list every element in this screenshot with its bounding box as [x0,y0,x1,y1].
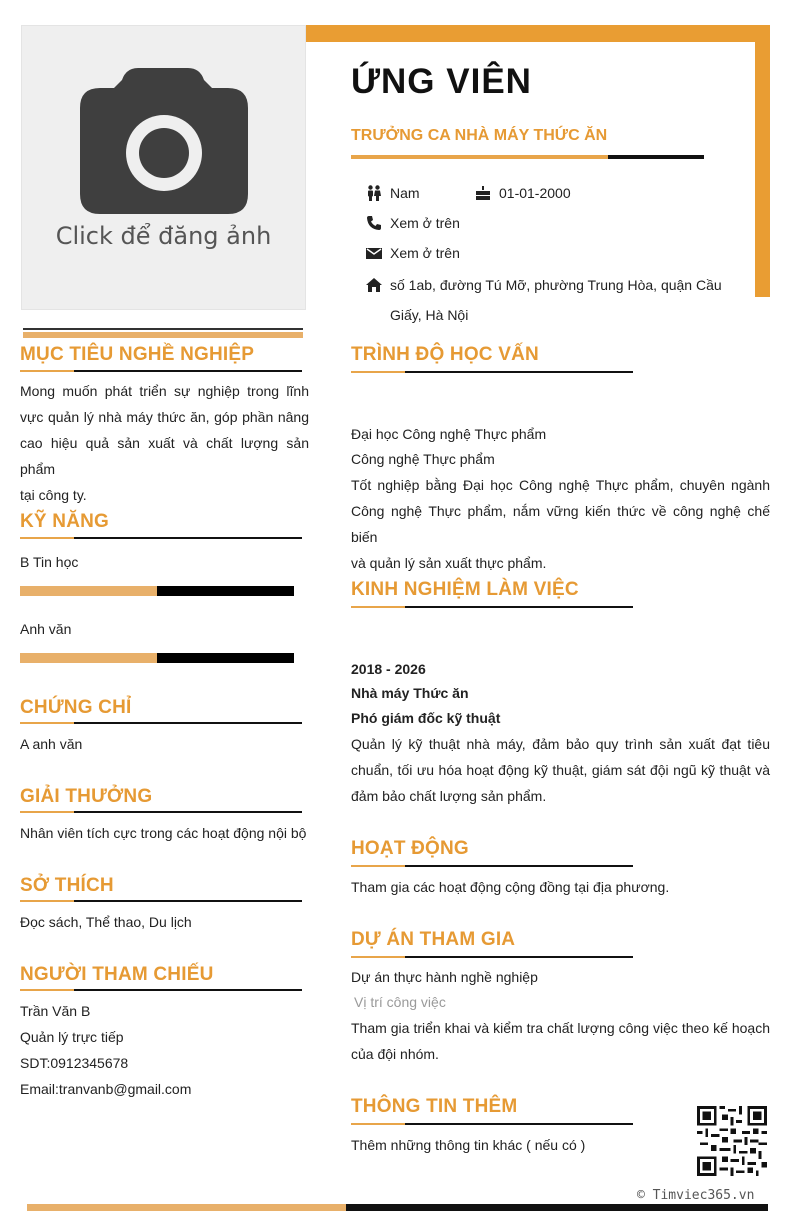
awards-text[interactable]: Nhân viên tích cực trong các hoạt động nội bộ [20,825,307,841]
email-row [366,245,460,261]
birthday-value[interactable]: 01-01-2000 [499,185,571,201]
awards-title: GIẢI THƯỞNG [20,786,153,807]
hobbies-title: SỞ THÍCH [20,875,114,896]
education-title-line [351,371,633,373]
skills-title: KỸ NĂNG [20,511,110,532]
experience-title-line [351,606,633,608]
left-divider [23,328,303,340]
certificates-title-line [20,722,302,724]
project-role-placeholder[interactable]: Vị trí công việc [354,994,446,1010]
birthday-cake-icon [475,185,491,201]
projects-title-line [351,956,633,958]
activities-text[interactable]: Tham gia các hoạt động cộng đồng tại địa phương. [351,879,670,895]
phone-row [366,215,460,231]
bottom-bar [27,1204,768,1211]
footer-brand: © Timviec365.vn [637,1188,755,1203]
experience-title: KINH NGHIỆM LÀM VIỆC [351,579,579,600]
qr-code-icon [697,1106,767,1176]
objective-title-line [20,370,302,372]
skill-name[interactable]: Anh văn [20,621,72,637]
job-title[interactable]: TRƯỞNG CA NHÀ MÁY THỨC ĂN [351,127,608,144]
skill-level-fill [20,653,157,663]
education-school[interactable]: Đại học Công nghệ Thực phẩm [351,426,547,442]
certificates-title: CHỨNG CHỈ [20,697,132,718]
project-name[interactable]: Dự án thực hành nghề nghiệp [351,969,538,985]
references-title: NGƯỜI THAM CHIẾU [20,964,214,985]
education-title: TRÌNH ĐỘ HỌC VẤN [351,344,539,365]
gender-row [366,185,420,201]
experience-position[interactable]: Phó giám đốc kỹ thuật [351,710,501,726]
extra-info-title: THÔNG TIN THÊM [351,1096,518,1117]
activities-title: HOẠT ĐỘNG [351,838,469,859]
references-title-line [20,989,302,991]
photo-upload[interactable] [21,25,306,310]
hobbies-title-line [20,900,302,902]
skill-name[interactable]: B Tin học [20,554,79,570]
skill-level-bar [20,586,294,596]
envelope-icon [366,245,382,261]
hobbies-text[interactable]: Đọc sách, Thể thao, Du lịch [20,914,192,930]
gender-icon [366,185,382,201]
references-text[interactable]: Trần Văn B Quản lý trực tiếp SDT:0912345678 Email:tranvanb@gmail.com [20,1003,192,1097]
job-title-underline [351,155,704,159]
home-icon [366,277,382,293]
certificates-text[interactable]: A anh văn [20,736,83,752]
phone-icon [366,215,382,231]
address-line-1[interactable]: số 1ab, đường Tú Mỡ, phường Trung Hòa, quận Cầu [390,277,722,293]
experience-description[interactable]: Quản lý kỹ thuật nhà máy, đảm bảo quy trình sản xuất đạt tiêu chuẩn, tối ưu hóa hoạt động kỹ thuật, giám sát đội ngũ kỹ thuật và đảm bảo chất lượng sản phẩm. [351,736,770,804]
education-description[interactable]: Tốt nghiệp bằng Đại học Công nghệ Thực phẩm, chuyên ngành Công nghệ Thực phẩm, nắm vững kiến thức về công nghệ chế biến và quản lý sản xuất thực phẩm. [351,477,770,571]
extra-info-title-line [351,1123,633,1125]
extra-info-text[interactable]: Thêm những thông tin khác ( nếu có ) [351,1137,586,1153]
skill-level-fill [20,586,157,596]
email-value[interactable]: Xem ở trên [390,245,460,261]
skills-title-line [20,537,302,539]
skill-level-bar [20,653,294,663]
awards-title-line [20,811,302,813]
header-frame-top [306,25,770,42]
address-row [366,275,722,330]
address-line-2[interactable]: Giấy, Hà Nội [390,307,469,323]
header-frame-right [755,25,770,297]
experience-company[interactable]: Nhà máy Thức ăn [351,685,469,701]
birthday-row [475,185,571,201]
education-major[interactable]: Công nghệ Thực phẩm [351,451,495,467]
activities-title-line [351,865,633,867]
project-description[interactable]: Tham gia triển khai và kiểm tra chất lượng công việc theo kế hoạch của đội nhóm. [351,1020,770,1062]
photo-upload-label: Click để đăng ảnh [55,222,272,250]
gender-value[interactable]: Nam [390,185,420,201]
candidate-name[interactable]: ỨNG VIÊN [351,62,532,101]
phone-value[interactable]: Xem ở trên [390,215,460,231]
objective-title: MỤC TIÊU NGHỀ NGHIỆP [20,344,255,365]
camera-icon [78,66,250,216]
objective-text[interactable]: Mong muốn phát triển sự nghiệp trong lĩnh vực quản lý nhà máy thức ăn, góp phần nâng cao hiệu quả sản xuất và chất lượng sản phẩm tại công ty. [20,383,309,503]
experience-period[interactable]: 2018 - 2026 [351,661,426,677]
projects-title: DỰ ÁN THAM GIA [351,929,516,950]
